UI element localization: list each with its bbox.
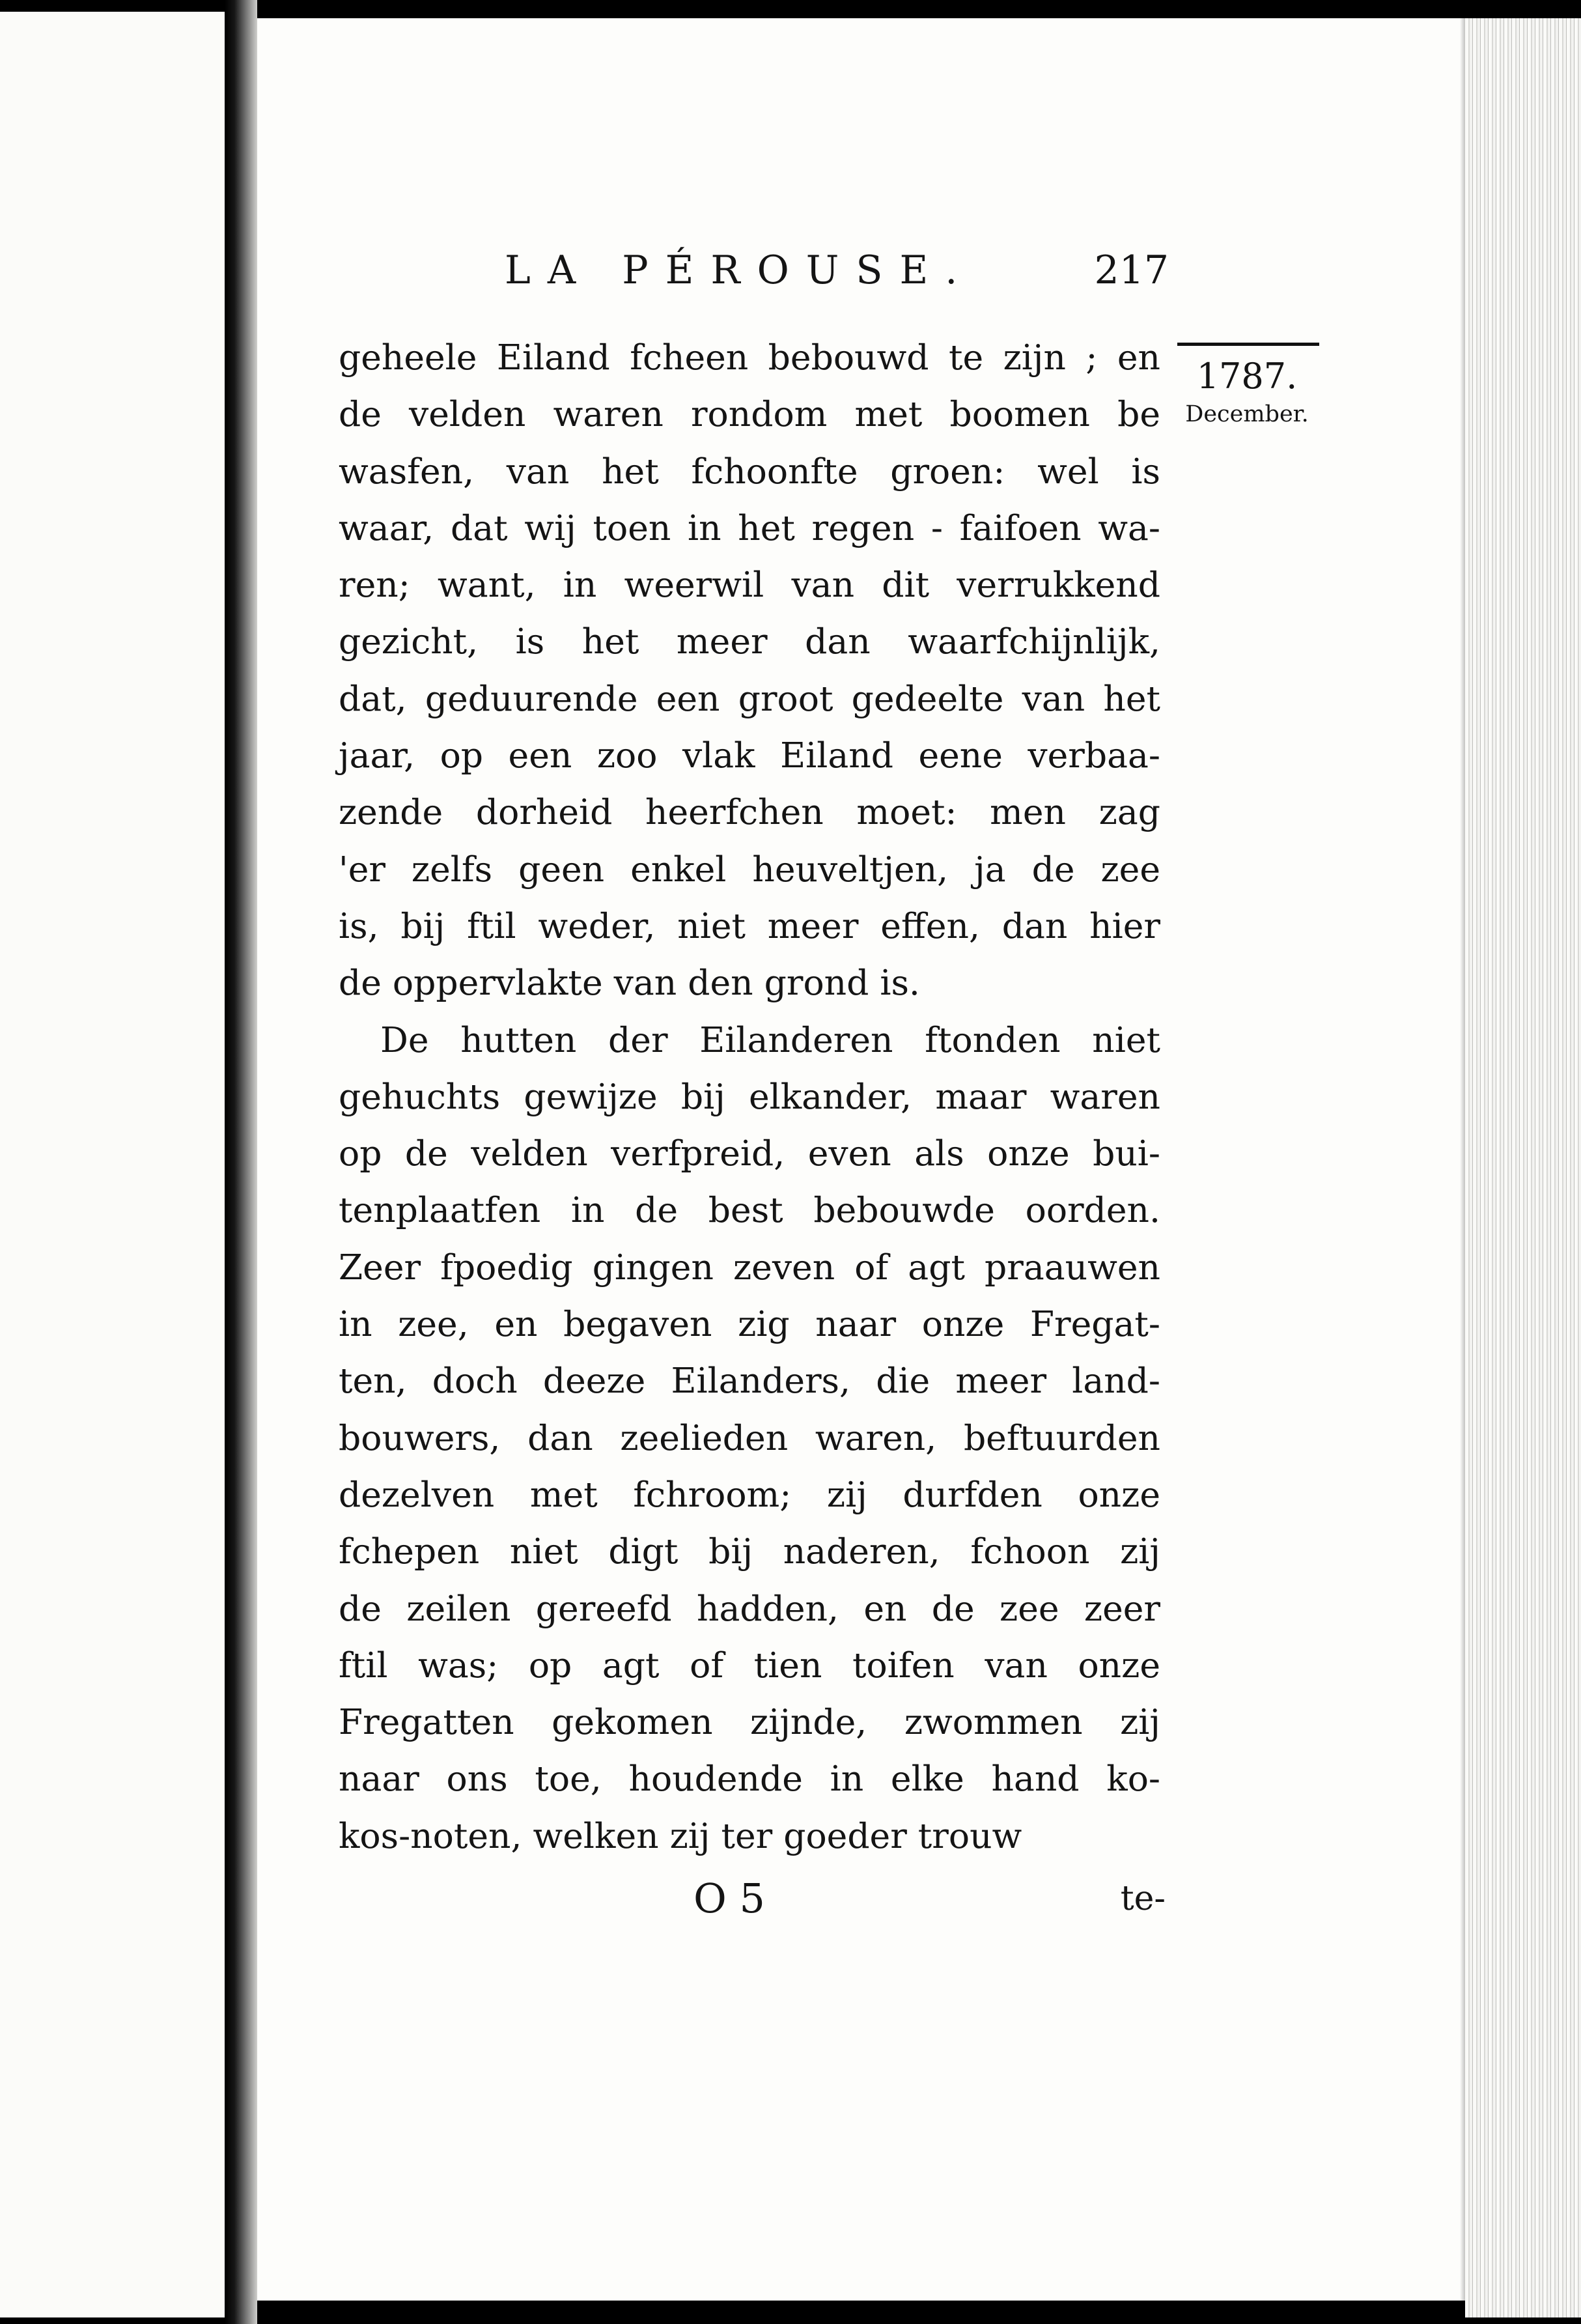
text-line: naar ons toe, houdende in elke hand ko- bbox=[339, 1758, 1160, 1800]
text-line: dezelven met fchroom; zij durfden onze bbox=[339, 1473, 1160, 1515]
text-line: fchepen niet digt bij naderen, fchoon zij bbox=[339, 1531, 1160, 1572]
text-line: de oppervlakte van den grond is. bbox=[339, 962, 920, 1004]
page-number: 217 bbox=[1094, 248, 1169, 293]
text-line: op de velden verfpreid, even als onze bui- bbox=[339, 1133, 1160, 1174]
text-line: Fregatten gekomen zijnde, zwommen zij bbox=[339, 1701, 1160, 1743]
text-line: kos-noten, welken zij ter goeder trouw bbox=[339, 1815, 1022, 1856]
text-line: dat, geduurende een groot gedeelte van het bbox=[339, 677, 1160, 719]
text-line: zende dorheid heerfchen moet: men zag bbox=[339, 791, 1160, 833]
text-line: 'er zelfs geen enkel heuveltjen, ja de zee bbox=[339, 848, 1160, 890]
text-line: de velden waren rondom met boomen be bbox=[339, 393, 1160, 435]
margin-note-year: 1787. bbox=[1196, 356, 1298, 397]
running-head bbox=[505, 241, 1169, 300]
text-line: waar, dat wij toen in het regen - faifoen wa- bbox=[339, 507, 1160, 548]
text-line: ten, doch deeze Eilanders, die meer land- bbox=[339, 1360, 1160, 1402]
text-line: ren; want, in weerwil van dit verrukkend bbox=[339, 564, 1160, 606]
text-line: De hutten der Eilanderen ftonden niet bbox=[380, 1019, 1160, 1060]
left-page bbox=[0, 12, 225, 2317]
text-line: bouwers, dan zeelieden waren, beftuurden bbox=[339, 1417, 1160, 1458]
text-line: in zee, en begaven zig naar onze Fregat- bbox=[339, 1303, 1160, 1345]
book-gutter bbox=[225, 0, 257, 2324]
text-line: gezicht, is het meer dan waarfchijnlijk, bbox=[339, 621, 1160, 662]
main-text-block bbox=[339, 329, 1160, 1864]
signature-mark: O 5 bbox=[693, 1875, 765, 1922]
text-line: gehuchts gewijze bij elkander, maar waren bbox=[339, 1075, 1160, 1117]
catchword: te- bbox=[1120, 1879, 1166, 1918]
text-line: tenplaatfen in de best bebouwde oorden. bbox=[339, 1189, 1160, 1231]
text-line: geheele Eiland fcheen bebouwd te zijn ; en bbox=[339, 337, 1160, 378]
running-title: LA PÉROUSE. bbox=[505, 248, 975, 293]
text-line: jaar, op een zoo vlak Eiland eene verbaa- bbox=[339, 735, 1160, 776]
text-line: is, bij ftil weder, niet meer effen, dan hier bbox=[339, 905, 1160, 946]
text-line: de zeilen gereefd hadden, en de zee zeer bbox=[339, 1587, 1160, 1629]
margin-note-month: December. bbox=[1185, 401, 1309, 427]
text-line: ftil was; op agt of tien toifen van onze bbox=[339, 1644, 1160, 1686]
page-edges bbox=[1465, 18, 1581, 2317]
text-line: wasfen, van het fchoonfte groen: wel is bbox=[339, 450, 1160, 492]
text-line: Zeer fpoedig gingen zeven of agt praauwen bbox=[339, 1246, 1160, 1288]
margin-rule bbox=[1177, 343, 1319, 346]
